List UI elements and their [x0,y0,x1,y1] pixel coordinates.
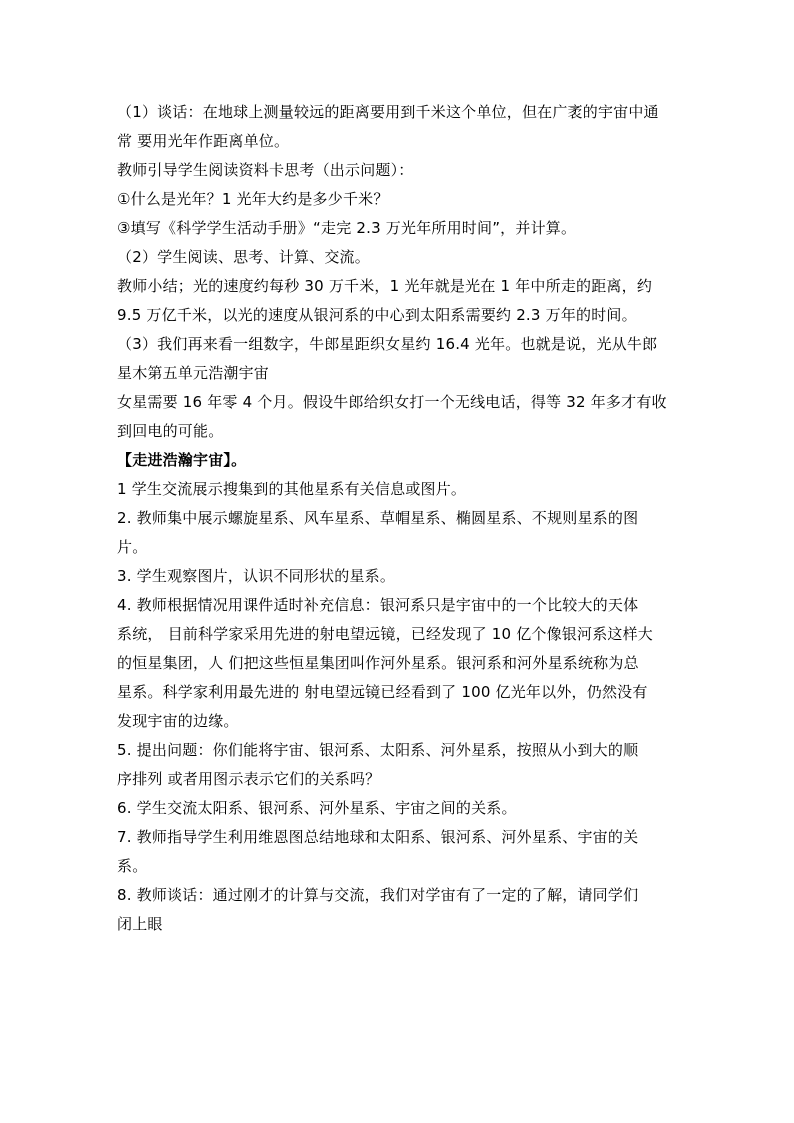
text-line: 到回电的可能。 [117,422,224,440]
text-line: （2）学生阅读、思考、计算、交流。 [117,248,370,266]
text-line: 常 要用光年作距离单位。 [117,132,290,150]
text-line: 3. 学生观察图片，认识不同形状的星系。 [117,567,396,585]
text-line: 闭上眼 [117,915,163,933]
text-line: 星系。科学家利用最先进的 射电望远镜已经看到了 100 亿光年以外，仍然没有 [117,683,648,701]
text-line: 6. 学生交流太阳系、银河系、河外星系、宇宙之间的关系。 [117,799,517,817]
section-heading: 【走进浩瀚宇宙】。 [117,451,247,469]
text-line: 系统， 目前科学家采用先进的射电望远镜，已经发现了 10 亿个像银河系这样大 [117,625,653,643]
text-line: （1）谈话：在地球上测量较远的距离要用到千米这个单位，但在广袤的宇宙中通 [117,103,659,121]
text-line: 女星需要 16 年零 4 个月。假设牛郎给织女打一个无线电话，得等 32 年多才有收 [117,393,667,411]
text-line: 1 学生交流展示搜集到的其他星系有关信息或图片。 [117,480,467,498]
text-line: 发现宇宙的边缘。 [117,712,239,730]
text-line: 教师小结；光的速度约每秒 30 万千米，1 光年就是光在 1 年中所走的距离，约 [117,277,653,295]
text-line: 8. 教师谈话：通过刚才的计算与交流，我们对学宙有了一定的了解，请同学们 [117,886,639,904]
text-line: ③填写《科学学生活动手册》“走完 2.3 万光年所用时间”，并计算。 [117,219,577,237]
text-line: 4. 教师根据情况用课件适时补充信息：银河系只是宇宙中的一个比较大的天体 [117,596,639,614]
text-line: 星木第五单元浩潮宇宙 [117,364,270,382]
text-line: 7. 教师指导学生利用维恩图总结地球和太阳系、银河系、河外星系、宇宙的关 [117,828,639,846]
document-body [117,98,683,939]
text-line: 的恒星集团，人 们把这些恒星集团叫作河外星系。银河系和河外星系统称为总 [117,654,639,672]
text-line: 教师引导学生阅读资料卡思考（出示问题）： [117,161,414,179]
text-line: 9.5 万亿千米，以光的速度从银河系的中心到太阳系需要约 2.3 万年的时间。 [117,306,637,324]
text-line: 系。 [117,857,148,875]
text-line: 片。 [117,538,148,556]
text-line: （3）我们再来看一组数字，牛郎星距织女星约 16.4 光年。也就是说，光从牛郎 [117,335,658,353]
text-line: 5. 提出问题：你们能将宇宙、银河系、太阳系、河外星系，按照从小到大的顺 [117,741,639,759]
text-line: 2. 教师集中展示螺旋星系、风车星系、草帽星系、椭圆星系、不规则星系的图 [117,509,639,527]
text-line: ①什么是光年？1 光年大约是多少千米？ [117,190,389,208]
text-line: 序排列 或者用图示表示它们的关系吗？ [117,770,381,788]
